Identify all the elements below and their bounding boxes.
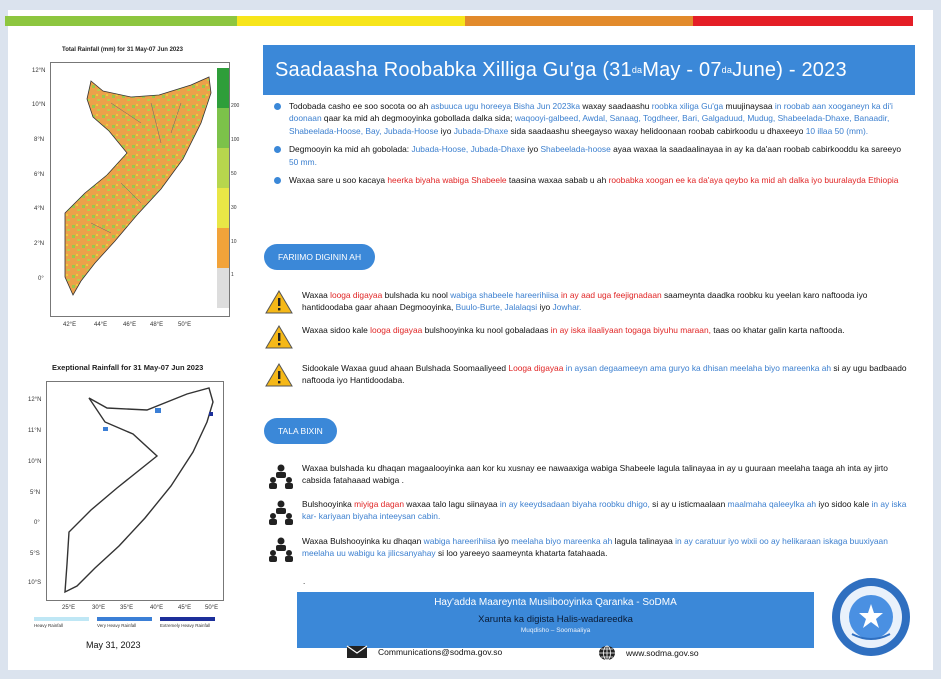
email-contact [346,645,502,659]
text: taas oo khatar galin karta naftooda. [710,325,845,335]
lon-tick: 42°E [63,322,77,328]
lat-tick: 12°N [32,68,46,74]
lat-tick: 6°N [34,172,45,178]
warning-icon [264,324,294,350]
alert-highlight: roobabka xoogan ee ka da'aya qeybo ka mid ah dalka iyo buuralayda Ethiopia [608,175,899,186]
lat-tick: 10°N [28,459,42,465]
lat-tick: 11°N [28,428,41,434]
warning-icon [264,289,294,315]
text: Waxaa bulshada ku dhaqan magaalooyinka aan kor ku xusnay ee nawaaxiga wabiga Shabeele lagula talinayaa in ay u guuraan meelaha taaga ah inta ay jirto cabsida fatahaaad wabiga . [302,463,888,486]
email-link[interactable]: Communications@sodma.gov.so [378,647,503,657]
highlight: Shabeelada-hoose [540,144,611,155]
highlight: asbuuca ugu horeeya Bisha Jun 2023ka [430,101,581,111]
section-warnings-header: FARIIMO DIGININ AH [264,244,375,270]
title-part: May - 07 [642,58,722,81]
highlight: in aysan degaameeyn ama guryo ka dhisan meelaha biyo mareenka ah [563,363,832,373]
text: iyo [525,144,541,155]
bar-orange [465,16,693,26]
highlight: maalmaha qaleeylka ah [727,499,817,509]
date-label: May 31, 2023 [86,640,141,650]
agency-location: Muqdisho – Soomaaliya [520,627,591,634]
text: Waxaa sidoo kale [302,325,371,335]
legend-swatch [34,617,89,621]
legend-swatch [160,617,215,621]
alert-highlight: in ay iska ilaaliyaan togaga biyuhu maraan, [550,325,711,335]
highlight: Jowhar. [552,302,582,313]
legend-label: 10 [231,239,237,245]
footnote-dot: . [303,577,306,586]
text: Bulshooyinka [302,499,355,509]
text: waxay saadaashu [580,101,652,111]
lat-tick: 5°N [30,490,41,496]
website-link[interactable]: www.sodma.gov.so [626,648,699,658]
text: Degmooyin ka mid ah gobolada: [289,144,412,155]
lon-tick: 50°E [205,605,219,611]
highlight: roobka xiliga Gu'ga [651,101,724,111]
bullet-item [270,143,910,168]
alert-highlight: looga digayaa [330,290,383,300]
alert-highlight: in ay aad uga feejignadaan [558,290,662,300]
highlight: Jubada-Dhaxe [453,125,509,136]
text: iyo [438,125,454,136]
legend-swatch [217,108,229,148]
people-group-icon [266,535,296,565]
lon-tick: 40°E [150,605,164,611]
legend-label: 200 [231,103,240,109]
lat-tick: 8°N [34,137,45,143]
text: Waxaa Bulshooyinka ku dhaqan [302,536,424,546]
bar-yellow [237,16,465,26]
highlight: in roobab aan xooganeyn ka di'i doonaan [289,101,893,124]
legend-swatch [217,268,229,308]
text: iyo [537,302,553,313]
people-group-icon [266,498,296,528]
text: iyo sidoo kale [816,499,872,509]
legend-swatch [97,617,152,621]
highlight: in ay keeydsadaan biyaha roobku dhigo, [499,499,650,509]
lat-tick: 10°N [32,102,46,108]
highlight: wabiga shabeele hareerihiisa [450,290,559,300]
legend-swatch [217,188,229,228]
text: Waxaa sare u soo kacaya [289,175,388,186]
highlight: 50 mm. [289,156,317,167]
somalia-rainfall-map-image [51,63,230,317]
text: iyo [495,536,512,546]
text: bulshada ku nool [382,290,451,300]
bar-green [5,16,237,26]
lon-tick: 44°E [94,322,108,328]
text: Todobada casho ee soo socota oo ah [289,101,431,111]
exceptional-rainfall-map [46,381,224,601]
lon-tick: 25°E [62,605,76,611]
people-group-icon [266,462,296,492]
highlight: Jubada-Hoose, Jubada-Dhaxe [411,144,526,155]
bullet-dot-icon [274,103,281,110]
agency-department: Xarunta ka digista Halis-wadareedka [478,614,633,625]
highlight: 10 illaa 50 (mm). [805,125,869,136]
highlight: waqooyi-galbeed, Awdal, Sanaag, Togdheer, Bari, Galgaduud, Mudug, Shabeelada-Dhaxe, Banaadir, Shabeelada-Hoose, Bay, Jubada-Hoose [289,113,890,136]
title-part: Saadaasha Roobabka Xilliga Gu'ga (31 [275,58,632,81]
lat-tick: 4°N [34,206,45,212]
legend-label: 100 [231,137,240,143]
lat-tick: 12°N [28,397,42,403]
bullet-item [270,174,910,186]
lat-tick: 0° [34,520,40,526]
highlight: in ay iska kar- kariyaan biyaha inteeysan cabin. [302,499,907,522]
page-title [263,45,915,95]
text: Waxaa [302,290,331,300]
title-part: June) - 2023 [732,58,847,81]
text: qaar ka mid ah degmooyinka gobollada dalka sida; [321,113,515,124]
map1-title: Total Rainfall (mm) for 31 May-07 Jun 2023 [62,47,183,53]
text: lagula talinayaa [612,536,676,546]
highlight: wabiga hareerihiisa [423,536,496,546]
lon-tick: 48°E [150,322,164,328]
text: bulshooyinka ku nool gobaladaas [422,325,551,335]
sodma-seal-logo [830,576,912,658]
text: ayaa waxaa la saadaalinayaa in ay ka da'aan roobab cabirkooddu ka sareeyo [610,144,902,155]
lat-tick: 10°S [28,580,42,586]
legend-swatch [217,228,229,268]
lon-tick: 35°E [120,605,134,611]
envelope-icon [346,645,368,659]
bullet-dot-icon [274,146,281,153]
lon-tick: 30°E [92,605,106,611]
title-sub: da [631,65,643,75]
lat-tick: 0° [38,276,44,282]
legend-label: 50 [231,171,237,177]
bullet-item [270,100,910,137]
lat-tick: 2°N [34,241,45,247]
top-color-bar [5,16,913,26]
legend-swatch [217,68,229,108]
text: si loo yareeyo saameynta khatarta fatahaada. [435,548,608,559]
warning-icon [264,362,294,388]
text: si ay u isticmaalaan [649,499,728,509]
highlight: in ay caratuur iyo wixii oo ay helikaraan iskaga buuxiyaan meelaha uu wabigu ka jilicsanyahay [302,536,888,559]
web-contact [598,645,699,661]
legend-label: Heavy Rainfall [34,623,64,628]
bar-red [693,16,913,26]
legend-heavy [34,617,89,628]
title-sub: da [721,65,733,75]
text: Sidookale Waxaa guud ahaan Bulshada Soomaaliyeed [302,363,509,373]
text: saameynta daadka roobku ku yeelan karo naftooda iyo hantidoodaba gaar ahaan Degmooyinka, [302,290,868,313]
agency-name: Hay'adda Maareynta Musiibooyinka Qaranka - SoDMA [434,597,677,608]
lon-tick: 45°E [178,605,192,611]
legend-label: 1 [231,272,234,278]
legend-label: Very Heavy Rainfall [97,623,137,628]
section-advice-header: TALA BIXIN [264,418,337,444]
lat-tick: 5°S [30,551,40,557]
globe-icon [598,645,616,661]
map2-title: Exeptional Rainfall for 31 May-07 Jun 2023 [52,363,204,372]
legend-swatch [217,148,229,188]
footer-agency-box [297,592,814,648]
bullet-dot-icon [274,177,281,184]
alert-highlight: miyiga dagan [354,499,404,509]
lon-tick: 50°E [178,322,192,328]
total-rainfall-map [50,62,230,317]
text: sida saadaashu sheegayso waxay helidoonaan roobab cabirkoodu u dhaxeeyo [508,125,806,136]
lon-tick: 46°E [123,322,137,328]
highlight: meelaha biyo mareenka ah [511,536,613,546]
forecast-bullets [270,100,910,192]
legend-extremely-heavy [160,617,215,628]
text: si ay ugu badbaado naftooda iyo Hantidoodaba. [302,363,907,386]
alert-highlight: looga digayaa [370,325,423,335]
text: muujinaysaa [723,101,775,111]
alert-highlight: Looga digayaa [508,363,564,373]
highlight: Buulo-Burte, Jalalaqsi [455,302,538,313]
somalia-outline-map-image [47,382,224,601]
legend-very-heavy [97,617,152,628]
legend-label: Extremely Heavy Rainfall [160,623,211,628]
text: taasina waxaa sabab u ah [506,175,609,186]
text: waxaa talo lagu siinayaa [403,499,500,509]
alert-highlight: heerka biyaha wabiga Shabeele [387,175,507,186]
legend-label: 30 [231,205,237,211]
